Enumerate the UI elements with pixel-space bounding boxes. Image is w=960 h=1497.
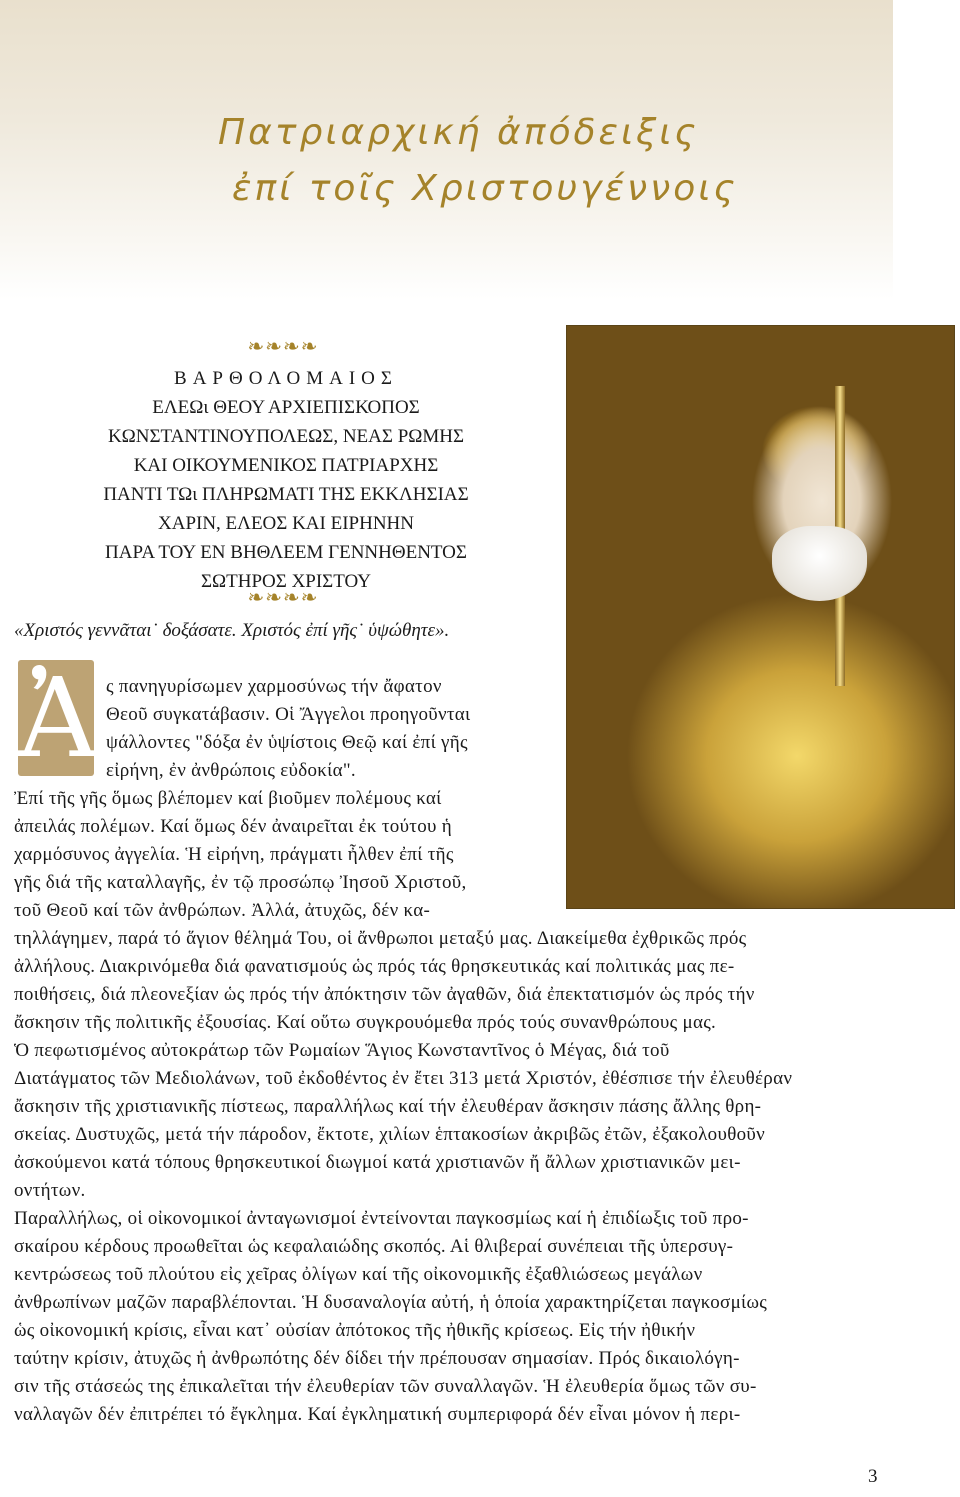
text-line: κεντρώσεως τοῦ πλούτου εἰς χεῖρας ὀλίγων καί τῆς οἰκονομικῆς ἐξαθλιώσεως μεγάλων [14, 1264, 703, 1285]
paragraph-body [14, 925, 792, 1429]
paragraph-wars [14, 785, 467, 925]
drop-cap: Ἀ [18, 654, 98, 782]
text-line: ἀπειλάς πολέμων. Καί ὅμως δέν ἀναιρεῖται ἐκ τούτου ἡ [14, 816, 453, 837]
text-line: σκαίρου κέρδους προωθεῖται ὡς κεφαλαιώδης σκοπός. Αἱ θλιβεραί συνέπειαι τῆς ὑπερσυγ- [14, 1236, 734, 1257]
patriarch-name: ΒΑΡΘΟΛΟΜΑΙΟΣ [174, 368, 398, 389]
patriarch-photo [566, 325, 955, 909]
heading-line: ΕΛΕΩι ΘΕΟΥ ΑΡΧΙΕΠΙΣΚΟΠΟΣ [152, 397, 420, 418]
text-line: ψάλλοντες "δόξα ἐν ὑψίστοις Θεῷ καί ἐπί γῆς [106, 732, 468, 753]
greeting-quote: «Χριστός γεννᾶται˙ δοξάσατε. Χριστός ἐπί γῆς˙ ὑψώθητε». [14, 620, 450, 641]
text-line: Παραλλήλως, οἱ οἰκονομικοί ἀνταγωνισμοί ἐντείνονται παγκοσμίως καί ἡ ἐπιδίωξις τοῦ προ- [14, 1208, 749, 1229]
salutation-heading [20, 364, 552, 596]
text-line: ποιθήσεις, διά πλεονεξίαν ὡς πρός τήν ἀπόκτησιν τῶν ἀγαθῶν, διά ἐπεκτατισμόν ὡς πρός τήν [14, 984, 755, 1005]
heading-line: ΠΑΝΤΙ ΤΩι ΠΛΗΡΩΜΑΤΙ ΤΗΣ ΕΚΚΛΗΣΙΑΣ [103, 484, 469, 505]
text-line: ναλλαγῶν δέν ἐπιτρέπει τό ἔγκλημα. Καί ἐγκληματική συμπεριφορά δέν εἶναι μόνον ἡ περι- [14, 1404, 741, 1425]
text-line: ὡς οἰκονομική κρίσις, εἶναι κατ᾽ οὐσίαν ἀπότοκος τῆς ἠθικῆς κρίσεως. Εἰς τήν ἠθικήν [14, 1320, 696, 1341]
text-line: τηλλάγημεν, παρά τό ἅγιον θέλημά Του, οἱ ἄνθρωποι μεταξύ μας. Διακείμεθα ἐχθρικῶς πρός [14, 928, 747, 949]
floral-ornament-bottom: ❧❧❧❧ [247, 585, 319, 609]
text-line: ἀσκούμενοι κατά τόπους θρησκευτικοί διωγμοί κατά χριστιανῶν ἤ ἄλλων χριστιανικῶν μει- [14, 1152, 741, 1173]
text-line: Θεοῦ συγκατάβασιν. Οἱ Ἄγγελοι προηγοῦνται [106, 704, 471, 725]
text-line: ἄσκησιν τῆς χριστιανικῆς πίστεως, παραλλήλως καί τήν ἐλευθέραν ἄσκησιν πάσης ἄλλης θρη- [14, 1096, 762, 1117]
page-number: 3 [868, 1466, 878, 1487]
text-line: χαρμόσυνος ἀγγελία. Ἡ εἰρήνη, πράγματι ἦλθεν ἐπί τῆς [14, 844, 454, 865]
text-line: ἀνθρωπίνων μαζῶν παραβλέπονται. Ἡ δυσαναλογία αὐτή, ἡ ὁποία χαρακτηρίζεται παγκοσμίως [14, 1292, 768, 1313]
heading-line: ΠΑΡΑ ΤΟΥ ΕΝ ΒΗΘΛΕΕΜ ΓΕΝΝΗΘΕΝΤΟΣ [105, 542, 467, 563]
text-line: ταύτην κρίσιν, ἀτυχῶς ἡ ἀνθρωπότης δέν δίδει τήν πρέπουσαν σημασίαν. Πρός δικαιολόγη- [14, 1348, 740, 1369]
text-line: τοῦ Θεοῦ καί τῶν ἀνθρώπων. Ἀλλά, ἀτυχῶς, δέν κα- [14, 900, 431, 921]
text-line: ἄσκησιν τῆς πολιτικῆς ἐξουσίας. Καί οὕτω συγκρουόμεθα πρός τούς συνανθρώπους μας. [14, 1012, 717, 1033]
heading-line: ΚΩΝΣΤΑΝΤΙΝΟΥΠΟΛΕΩΣ, ΝΕΑΣ ΡΩΜΗΣ [107, 426, 465, 447]
paragraph-intro [106, 673, 470, 785]
heading-line: ΣΩΤΗΡΟΣ ΧΡΙΣΤΟΥ [200, 571, 372, 592]
text-line: γῆς διά τῆς καταλλαγῆς, ἐν τῷ προσώπῳ Ἰησοῦ Χριστοῦ, [14, 872, 467, 893]
text-line: οντήτων. [14, 1180, 86, 1201]
beard-decoration [772, 526, 867, 601]
text-line: Ὁ πεφωτισμένος αὐτοκράτωρ τῶν Ρωμαίων Ἅγιος Κωνσταντῖνος ὁ Μέγας, διά τοῦ [14, 1040, 670, 1061]
floral-ornament-top: ❧❧❧❧ [247, 334, 319, 358]
title-line-2: ἐπί τοῖς Χριστουγέννοις [232, 168, 738, 209]
text-line: ς πανηγυρίσωμεν χαρμοσύνως τήν ἄφατον [106, 676, 442, 697]
page-title [218, 105, 778, 217]
text-line: ἀλλήλους. Διακρινόμεθα διά φανατισμούς ὡς πρός τάς θρησκευτικάς καί πολιτικάς μας πε- [14, 956, 735, 977]
text-line: Ἐπί τῆς γῆς ὅμως βλέπομεν καί βιοῦμεν πολέμους καί [14, 788, 442, 809]
text-line: σκείας. Δυστυχῶς, μετά τήν πάροδον, ἔκτοτε, χιλίων ἑπτακοσίων ἀκριβῶς ἐτῶν, ἐξακολουθοῦν [14, 1124, 765, 1145]
text-line: Διατάγματος τῶν Μεδιολάνων, τοῦ ἐκδοθέντος ἐν ἔτει 313 μετά Χριστόν, ἐθέσπισε τήν ἐλευθέραν [14, 1068, 793, 1089]
heading-line: ΧΑΡΙΝ, ΕΛΕΟΣ ΚΑΙ ΕΙΡΗΝΗΝ [158, 513, 414, 534]
title-line-1: Πατριαρχική ἀπόδειξις [218, 112, 699, 153]
text-line: σιν τῆς στάσεώς της ἐπικαλεῖται τήν ἐλευθερίαν τῶν συναλλαγῶν. Ἡ ἐλευθερία ὅμως τῶν συ- [14, 1376, 757, 1397]
heading-line: ΚΑΙ ΟΙΚΟΥΜΕΝΙΚΟΣ ΠΑΤΡΙΑΡΧΗΣ [133, 455, 439, 476]
text-line: εἰρήνη, ἐν ἀνθρώποις εὐδοκία". [106, 760, 356, 781]
